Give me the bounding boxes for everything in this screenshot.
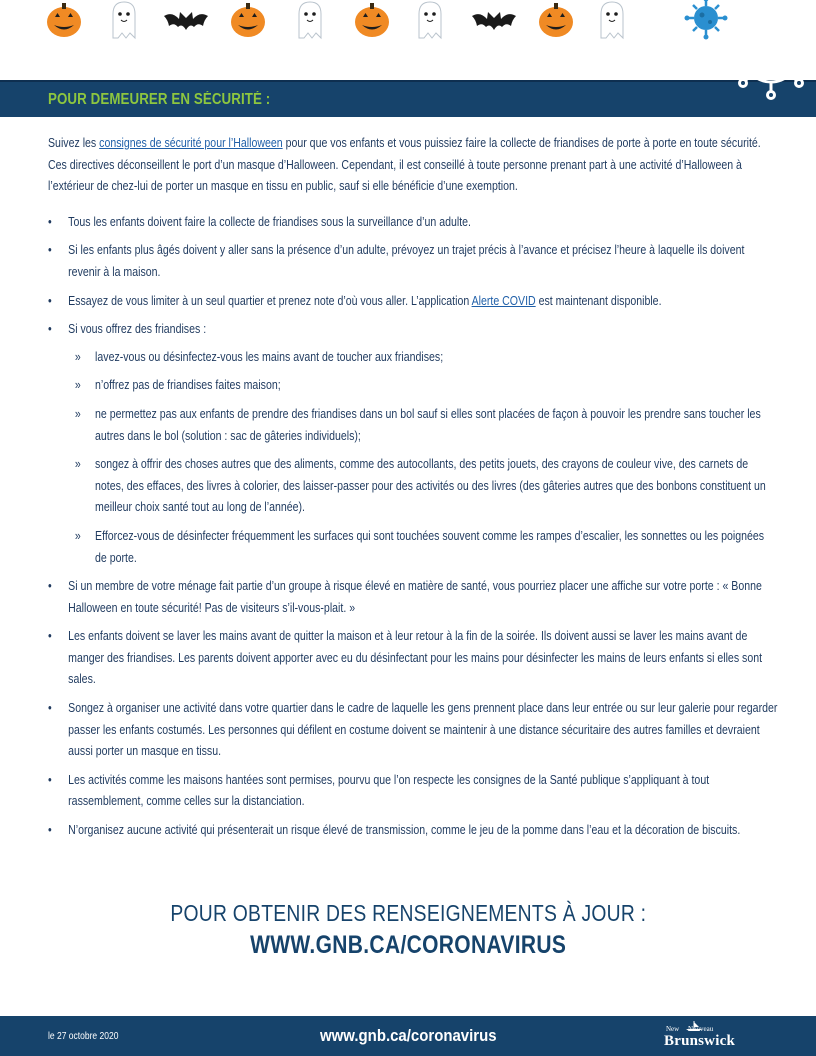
sub-list-item (48, 375, 778, 397)
chevron-bullet-icon: » (74, 457, 81, 472)
pumpkin-icon (231, 3, 265, 37)
bat-icon (472, 12, 516, 30)
list-item-text: Les enfants doivent se laver les mains avant de quitter la maison et à leur retour à la fin de la soirée. Ils doivent aussi se laver les mains avant de manger des friandises. Les parents doivent apporter avec eu du désinfectant pour les mains pour désinfecter les mains de leurs enfants si elles sont sales. (68, 629, 763, 687)
sub-list-item (48, 404, 778, 447)
cta-heading: POUR OBTENIR DES RENSEIGNEMENTS À JOUR : (170, 900, 646, 926)
list-item-text: Si les enfants plus âgés doivent y aller sans la présence d’un adulte, prévoyez un trajet précis à l’avance et précisez l’heure à laquelle ils doivent revenir à la maison. (68, 243, 745, 279)
ghost-icon (299, 2, 321, 38)
intro-text-start: Suivez les (48, 136, 100, 150)
bullet-icon: • (48, 293, 52, 308)
bullet-icon: • (48, 322, 52, 337)
cta-url[interactable]: WWW.GNB.CA/CORONAVIRUS (249, 931, 567, 959)
list-item (48, 319, 778, 569)
pumpkin-icon (539, 3, 573, 37)
halloween-guidelines-link[interactable]: consignes de sécurité pour l’Halloween (99, 136, 283, 150)
main-content (48, 133, 778, 849)
sub-list-item-text: lavez-vous ou désinfectez-vous les mains avant de toucher aux friandises; (95, 349, 444, 364)
bullet-icon: • (48, 772, 52, 787)
chevron-bullet-icon: » (74, 378, 81, 393)
bullet-icon: • (48, 701, 52, 716)
list-item-text: Essayez de vous limiter à un seul quartier et prenez note d’où vous aller. L’application (68, 293, 472, 308)
coronavirus-icon (676, 0, 816, 118)
footer-url-link[interactable]: www.gnb.ca/coronavirus (319, 1026, 497, 1045)
bullet-icon: • (48, 579, 52, 594)
list-item-text: Tous les enfants doivent faire la collecte de friandises sous la surveillance d’un adulte. (68, 214, 471, 229)
bullet-icon: • (48, 243, 52, 258)
chevron-bullet-icon: » (74, 406, 81, 421)
pumpkin-icon (355, 3, 389, 37)
list-item-text: Songez à organiser une activité dans votre quartier dans le cadre de laquelle les gens prennent place dans leur entrée ou sur leur galerie pour regarder passer les enfants costumés. Les personnes qui défilent en costume doivent se maintenir à une distance sécuritaire des autres familles et devraient aussi porter un masque en tissu. (68, 701, 778, 759)
list-item (48, 576, 778, 619)
section-title: POUR DEMEURER EN SÉCURITÉ : (48, 91, 271, 108)
logo-text-brunswick: Brunswick (664, 1033, 735, 1049)
ghost-icon (113, 2, 135, 38)
treat-tips-sublist (48, 347, 778, 569)
list-item-text: Les activités comme les maisons hantées sont permises, pourvu que l’on respecte les consignes de la Santé publique s’appliquant à tout rassemblement, comme celles sur la distanciation. (68, 772, 710, 809)
chevron-bullet-icon: » (74, 528, 81, 543)
sub-list-item-text: ne permettez pas aux enfants de prendre des friandises dans un bol sauf si elles sont placées de façon à pouvoir les prendre sans toucher les autres dans le bol (solution : sac de gâteries individuels); (95, 406, 761, 443)
bullet-icon: • (48, 629, 52, 644)
sub-list-item-text: Efforcez-vous de désinfecter fréquemment les surfaces qui sont touchées souvent comme les rampes d’escalier, les sonnettes ou les poignées de porte. (95, 528, 765, 565)
list-item (48, 698, 778, 763)
safety-tips-list (48, 212, 778, 842)
footer-band (0, 1016, 816, 1056)
bullet-icon: • (48, 214, 52, 229)
publication-date: le 27 octobre 2020 (48, 1031, 119, 1042)
list-item (48, 770, 778, 813)
intro-text-end: pour que vos enfants et vous puissiez faire la collecte de friandises de porte à porte en toute sécurité. Ces directives déconseillent le port d’un masque d’Halloween. Cependant, il est conseillé à toute personne prenant part à une activité d’Halloween à l’extérieur de chez-lui de porter un masque en tissu en public, sauf si elle bénéficie d’une exemption. (48, 136, 761, 194)
intro-paragraph (48, 133, 778, 198)
list-item (48, 291, 778, 313)
list-item-text: N’organisez aucune activité qui présenterait un risque élevé de transmission, comme le jeu de la pomme dans l’eau et la décoration de biscuits. (68, 823, 741, 838)
sub-list-item (48, 454, 778, 519)
bat-icon (164, 12, 208, 30)
alerte-covid-link[interactable]: Alerte COVID (471, 293, 536, 308)
list-item-text: est maintenant disponible. (535, 293, 662, 308)
sub-list-item-text: n’offrez pas de friandises faites maison; (95, 378, 281, 393)
call-to-action (0, 900, 816, 960)
ghost-icon (601, 2, 623, 38)
ghost-icon (419, 2, 441, 38)
list-item (48, 240, 778, 283)
chevron-bullet-icon: » (74, 349, 81, 364)
sub-list-item (48, 347, 778, 369)
list-item (48, 820, 778, 842)
decoration-row (0, 0, 700, 50)
logo-text-new: New (666, 1025, 680, 1033)
list-item (48, 212, 778, 234)
list-item-text: Si vous offrez des friandises : (68, 322, 207, 337)
new-brunswick-logo (656, 1022, 756, 1052)
sub-list-item-text: songez à offrir des choses autres que des aliments, comme des autocollants, des petits jouets, des crayons de couleur vive, des carnets de notes, des effaces, des livres à colorier, des laisser-passer pour des activités ou des livres (des gâteries autres que des bonbons constituent un meilleur choix santé tout au long de l’année). (95, 457, 766, 515)
list-item (48, 626, 778, 691)
sub-list-item (48, 526, 778, 569)
logo-text-nouveau: Nouveau (688, 1025, 714, 1033)
list-item-text: Si un membre de votre ménage fait partie d’un groupe à risque élevé en matière de santé, vous pourriez placer une affiche sur votre porte : « Bonne Halloween en toute sécurité! Pas de visiteurs s’il-vous-plait. » (68, 579, 762, 615)
bullet-icon: • (48, 823, 52, 838)
pumpkin-icon (47, 3, 81, 37)
